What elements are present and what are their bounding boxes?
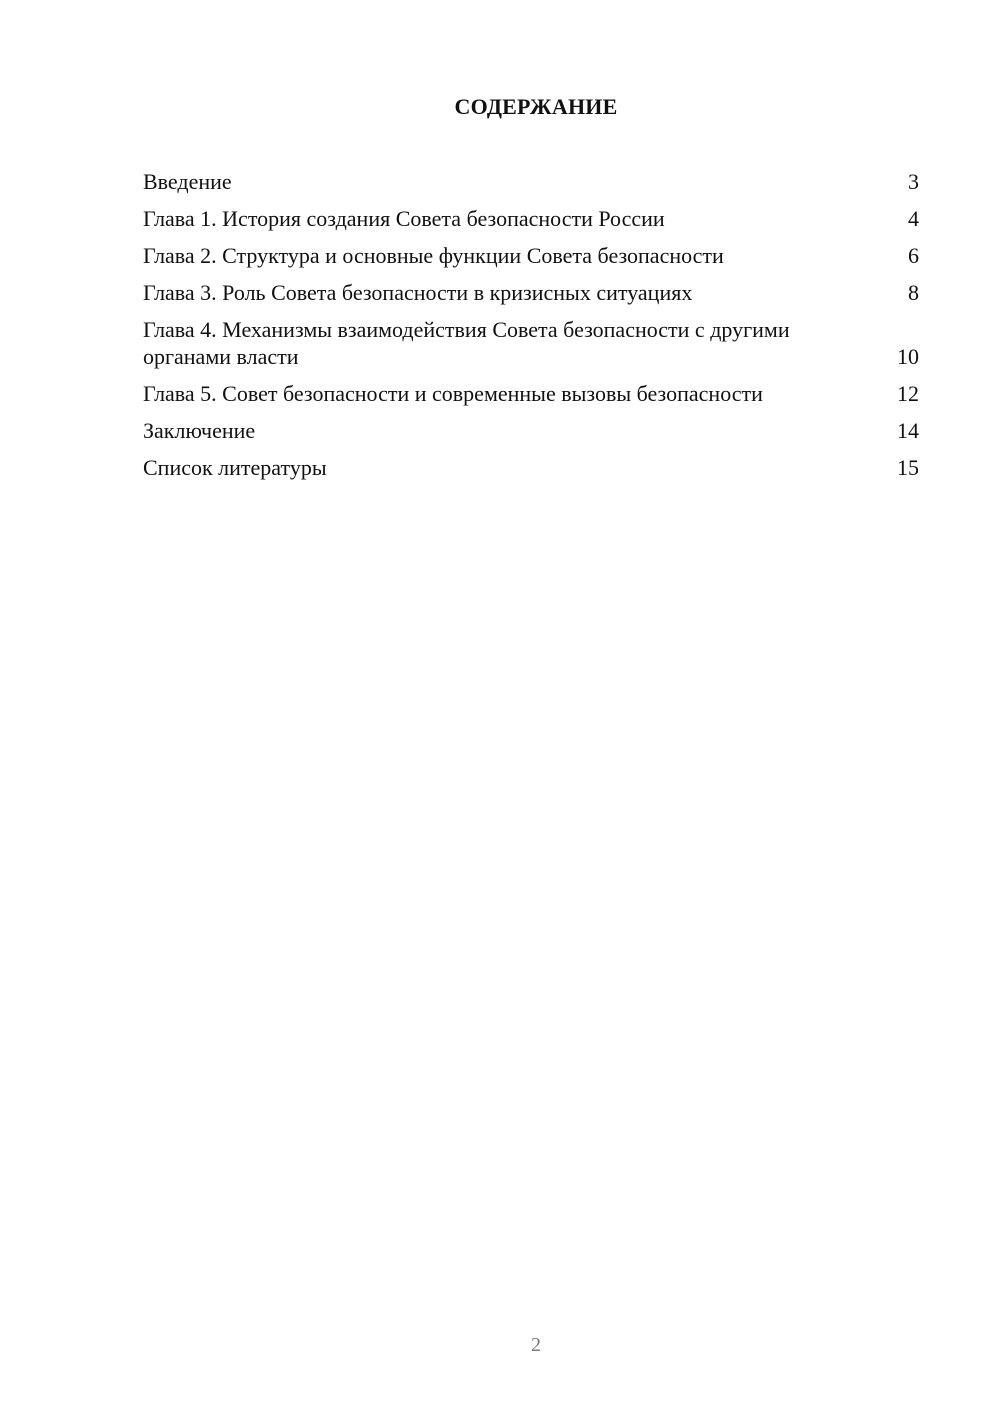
toc-entry-label: Заключение — [143, 418, 256, 443]
toc-entry-chapter-5 — [143, 380, 919, 407]
toc-entry-page: 6 — [908, 243, 919, 268]
toc-entry-introduction — [143, 168, 919, 195]
toc-entry-page: 3 — [908, 169, 919, 194]
toc-entry-label: Список литературы — [143, 455, 327, 480]
toc-entry-references — [143, 454, 919, 481]
toc-entry-chapter-3 — [143, 279, 919, 306]
toc-entry-page: 12 — [897, 381, 919, 406]
page-number: 2 — [531, 1334, 541, 1356]
toc-entry-chapter-2 — [143, 242, 919, 269]
toc-entry-label: Глава 4. Механизмы взаимодействия Совета безопасности с другими органами власти — [143, 317, 790, 369]
toc-entry-label: Введение — [143, 169, 232, 194]
toc-entry-chapter-4 — [143, 316, 919, 370]
table-of-contents — [143, 168, 919, 491]
toc-entry-label: Глава 2. Структура и основные функции Совета безопасности — [143, 243, 724, 268]
toc-entry-page: 14 — [897, 418, 919, 443]
toc-entry-page: 4 — [908, 206, 919, 231]
toc-entry-chapter-1 — [143, 205, 919, 232]
toc-entry-label: Глава 3. Роль Совета безопасности в кризисных ситуациях — [143, 280, 693, 305]
toc-entry-conclusion — [143, 417, 919, 444]
toc-entry-page: 8 — [908, 280, 919, 305]
toc-entry-label: Глава 1. История создания Совета безопасности России — [143, 206, 665, 231]
toc-title: СОДЕРЖАНИЕ — [454, 94, 618, 119]
toc-entry-page: 10 — [897, 344, 919, 369]
toc-entry-page: 15 — [897, 455, 919, 480]
toc-entry-label: Глава 5. Совет безопасности и современные вызовы безопасности — [143, 381, 763, 406]
